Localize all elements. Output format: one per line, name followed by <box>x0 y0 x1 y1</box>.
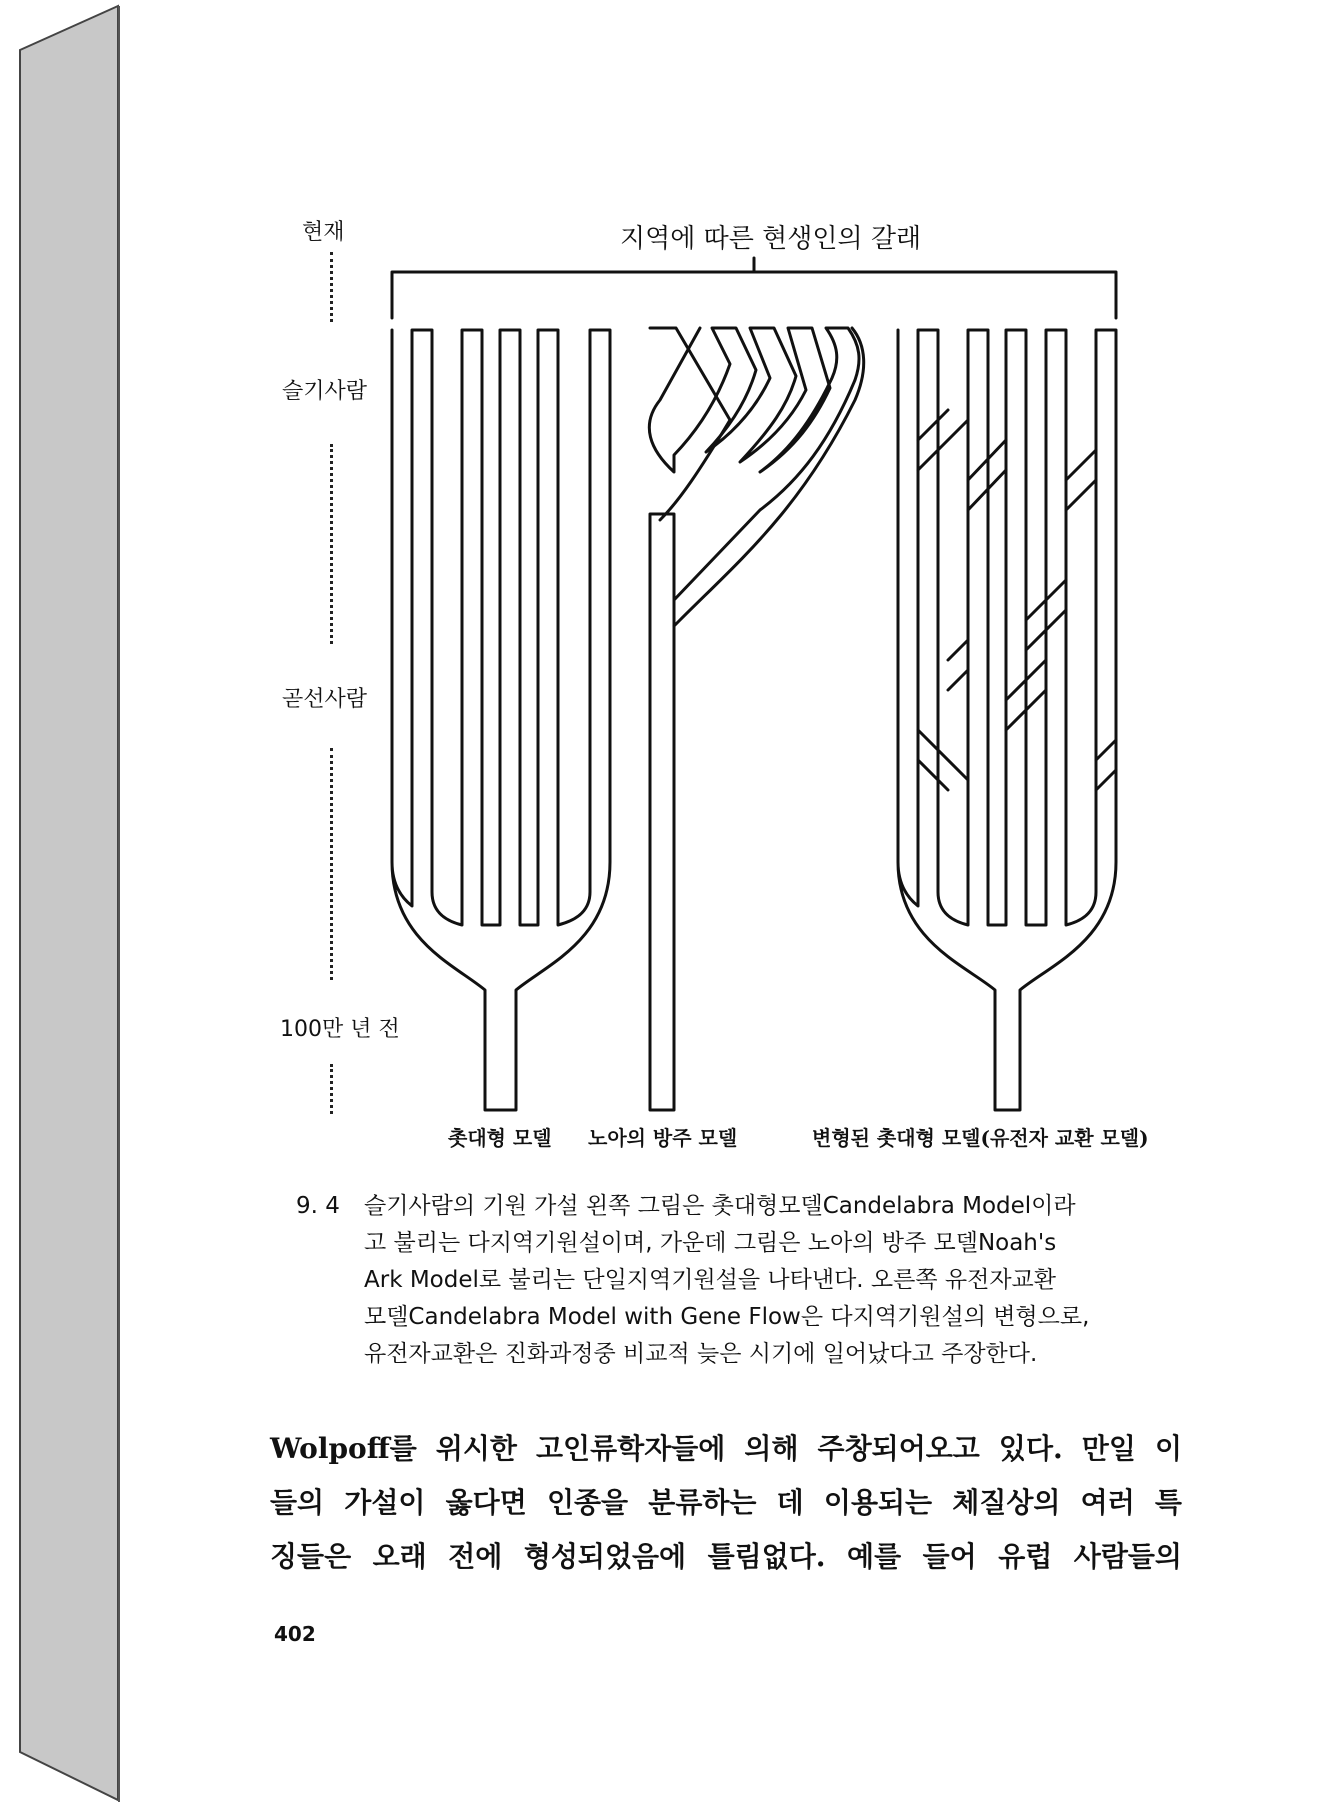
time-label-present: 현재 <box>302 220 345 245</box>
time-axis-dots <box>330 748 333 980</box>
label-gene-flow-model: 변형된 촛대형 모델(유전자 교환 모델) <box>812 1126 1149 1150</box>
bracket <box>392 272 1116 318</box>
time-axis-dots <box>330 1064 333 1114</box>
noahs-ark-model-drawing <box>649 328 863 1110</box>
figure-title: 지역에 따른 현생인의 갈래 <box>620 224 922 254</box>
page-number: 402 <box>274 1622 316 1646</box>
figure-caption <box>296 1188 1196 1373</box>
body-line: 들의 가설이 옳다면 인종을 분류하는 데 이용되는 체질상의 여러 특 <box>270 1486 1182 1519</box>
time-label-homo-sapiens: 슬기사람 <box>282 379 368 404</box>
caption-line: 유전자교환은 진화과정중 비교적 늦은 시기에 일어났다고 주장한다. <box>364 1341 1038 1367</box>
time-axis-dots <box>330 252 333 322</box>
time-label-homo-erectus: 곧선사람 <box>282 687 368 712</box>
body-line: Wolpoff를 위시한 고인류학자들에 의해 주창되어오고 있다. 만일 이 <box>270 1432 1182 1465</box>
caption-line: 모델Candelabra Model with Gene Flow은 다지역기원설의 변형으로, <box>364 1304 1090 1330</box>
caption-line: 고 불리는 다지역기원설이며, 가운데 그림은 노아의 방주 모델Noah's <box>364 1230 1057 1256</box>
gene-flow-model-drawing <box>898 330 1116 1110</box>
caption-line: Ark Model로 불리는 단일지역기원설을 나타낸다. 오른쪽 유전자교환 <box>364 1267 1056 1293</box>
label-candelabra-model: 촛대형 모델 <box>448 1126 552 1150</box>
body-paragraph <box>270 1422 1182 1584</box>
time-label-1-million-years: 100만 년 전 <box>280 1017 400 1042</box>
label-noahs-ark-model: 노아의 방주 모델 <box>588 1126 738 1150</box>
time-axis-dots <box>330 444 333 644</box>
candelabra-model-drawing <box>392 330 610 1110</box>
body-line: 징들은 오래 전에 형성되었음에 틀림없다. 예를 들어 유럽 사람들의 <box>270 1540 1182 1573</box>
caption-number: 9. 4 <box>296 1193 340 1219</box>
caption-line: 슬기사람의 기원 가설 왼쪽 그림은 촛대형모델Candelabra Model이라 <box>364 1193 1076 1219</box>
